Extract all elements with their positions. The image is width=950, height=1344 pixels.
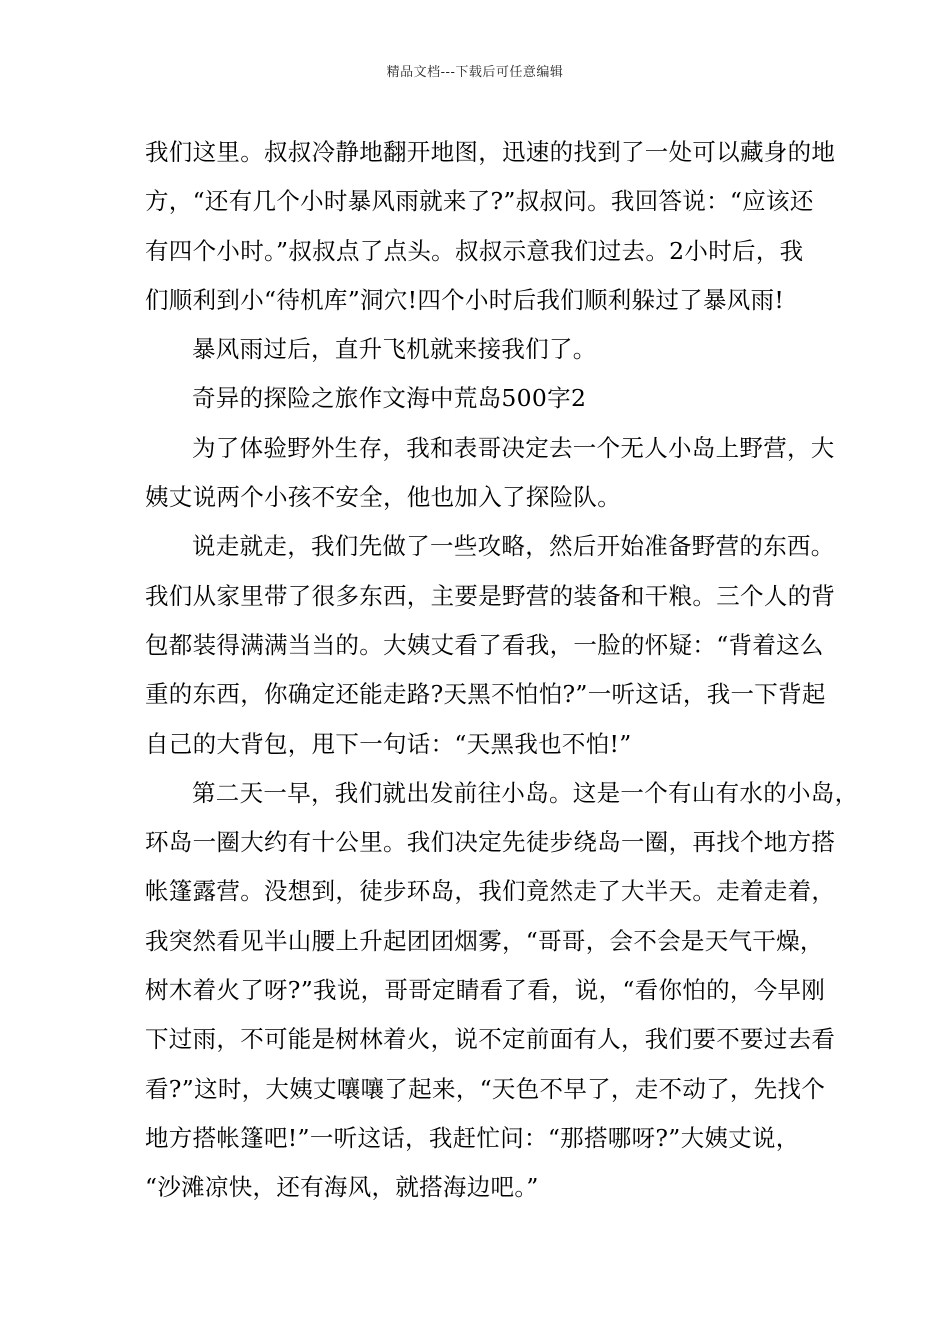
text-line: 有四个小时。”叔叔点了点头。叔叔示意我们过去。2小时后，我 xyxy=(145,236,804,265)
paragraph-start: 第二天一早，我们就出发前往小岛。这是一个有山有水的小岛， xyxy=(192,778,859,807)
paragraph-start: 暴风雨过后，直升飞机就来接我们了。 xyxy=(192,335,597,364)
page-header: 精品文档---下载后可任意编辑 xyxy=(386,65,564,80)
text-line: 帐篷露营。没想到，徒步环岛，我们竟然走了大半天。走着走着， xyxy=(145,877,836,906)
text-line: 重的东西，你确定还能走路?天黑不怕怕?”一听这话，我一下背起 xyxy=(145,680,826,709)
text-line: 树木着火了呀?”我说，哥哥定睛看了看，说，“看你怕的，今早刚 xyxy=(145,976,826,1005)
text-line: 姨丈说两个小孩不安全，他也加入了探险队。 xyxy=(145,483,621,512)
text-line: 我突然看见半山腰上升起团团烟雾，“哥哥，会不会是天气干燥， xyxy=(145,926,824,955)
paragraph-start: 为了体验野外生存，我和表哥决定去一个无人小岛上野营，大 xyxy=(192,433,835,462)
text-line: 地方搭帐篷吧!”一听这话，我赶忙问：“那搭哪呀?”大姨丈说， xyxy=(145,1123,800,1152)
text-line: 我们从家里带了很多东西，主要是野营的装备和干粮。三个人的背 xyxy=(145,581,836,610)
paragraph-start: 说走就走，我们先做了一些攻略，然后开始准备野营的东西。 xyxy=(192,532,835,561)
document-body xyxy=(145,128,859,1213)
text-line: 们顺利到小“待机库”洞穴!四个小时后我们顺利躲过了暴风雨! xyxy=(145,285,785,314)
section-title: 奇异的探险之旅作文海中荒岛500字2 xyxy=(192,384,587,413)
text-line: 自己的大背包，甩下一句话：“天黑我也不怕!” xyxy=(145,729,632,758)
text-line: 环岛一圈大约有十公里。我们决定先徒步绕岛一圈，再找个地方搭 xyxy=(145,828,836,857)
text-line: 看?”这时，大姨丈嚷嚷了起来，“天色不早了，走不动了，先找个 xyxy=(145,1074,826,1103)
text-line: 下过雨，不可能是树林着火，说不定前面有人，我们要不要过去看 xyxy=(145,1025,836,1054)
text-line: 方，“还有几个小时暴风雨就来了?”叔叔问。我回答说：“应该还 xyxy=(145,187,814,216)
text-line: 我们这里。叔叔冷静地翻开地图，迅速的找到了一处可以藏身的地 xyxy=(145,138,836,166)
text-line: “沙滩凉快，还有海风，就搭海边吧。” xyxy=(145,1173,539,1202)
text-line: 包都装得满满当当的。大姨丈看了看我，一脸的怀疑：“背着这么 xyxy=(145,630,824,659)
